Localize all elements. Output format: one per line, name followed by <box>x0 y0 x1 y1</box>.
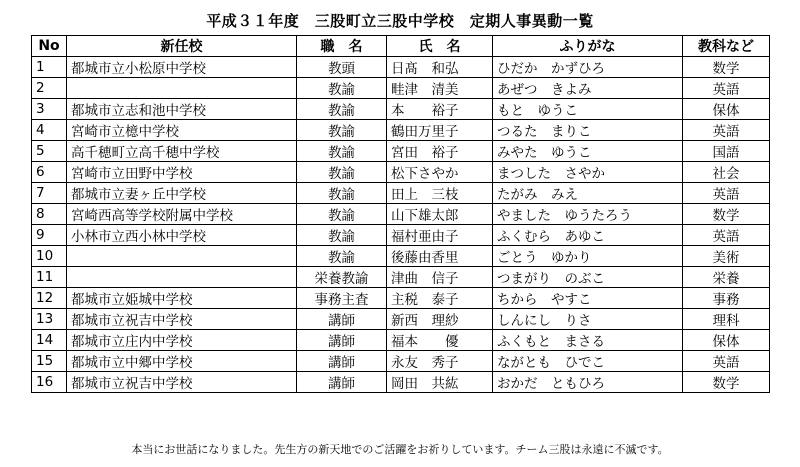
cell-name: 田上 三枝 <box>387 183 493 204</box>
cell-subject: 理科 <box>683 309 770 330</box>
cell-position: 講師 <box>297 330 387 351</box>
cell-furigana: しんにし りさ <box>493 309 683 330</box>
table-row <box>32 99 770 120</box>
cell-furigana: たがみ みえ <box>493 183 683 204</box>
cell-new-school: 都城市立中郷中学校 <box>67 351 297 372</box>
cell-position: 講師 <box>297 351 387 372</box>
cell-no: 12 <box>32 288 67 309</box>
cell-position: 教諭 <box>297 225 387 246</box>
cell-name: 福本 優 <box>387 330 493 351</box>
cell-name: 宮田 裕子 <box>387 141 493 162</box>
cell-subject: 英語 <box>683 225 770 246</box>
header-position: 職 名 <box>297 36 387 57</box>
cell-no: 13 <box>32 309 67 330</box>
cell-subject: 保体 <box>683 330 770 351</box>
table-row <box>32 330 770 351</box>
page-title: 平成３１年度 三股町立三股中学校 定期人事異動一覧 <box>206 12 594 30</box>
cell-new-school: 都城市立小松原中学校 <box>67 57 297 78</box>
cell-furigana: ごとう ゆかり <box>493 246 683 267</box>
cell-position: 教諭 <box>297 162 387 183</box>
cell-no: 15 <box>32 351 67 372</box>
cell-position: 教諭 <box>297 246 387 267</box>
cell-name: 岡田 共紘 <box>387 372 493 393</box>
cell-no: 9 <box>32 225 67 246</box>
table-row <box>32 288 770 309</box>
cell-furigana: やました ゆうたろう <box>493 204 683 225</box>
cell-position: 教諭 <box>297 120 387 141</box>
cell-furigana: つるた まりこ <box>493 120 683 141</box>
cell-subject: 英語 <box>683 120 770 141</box>
table-row <box>32 183 770 204</box>
cell-position: 教諭 <box>297 183 387 204</box>
cell-position: 事務主査 <box>297 288 387 309</box>
cell-position: 教諭 <box>297 78 387 99</box>
table-row <box>32 141 770 162</box>
cell-no: 14 <box>32 330 67 351</box>
table-row <box>32 309 770 330</box>
cell-name: 福村亜由子 <box>387 225 493 246</box>
cell-furigana: まつした さやか <box>493 162 683 183</box>
cell-name: 主税 泰子 <box>387 288 493 309</box>
table-row <box>32 225 770 246</box>
cell-subject: 国語 <box>683 141 770 162</box>
table-row <box>32 351 770 372</box>
cell-position: 教諭 <box>297 141 387 162</box>
cell-furigana: あぜつ きよみ <box>493 78 683 99</box>
cell-name: 永友 秀子 <box>387 351 493 372</box>
cell-subject: 数学 <box>683 57 770 78</box>
table-row <box>32 120 770 141</box>
cell-subject: 社会 <box>683 162 770 183</box>
cell-subject: 英語 <box>683 183 770 204</box>
header-subject: 教科など <box>683 36 770 57</box>
transfer-table <box>31 35 770 393</box>
cell-no: 16 <box>32 372 67 393</box>
header-new-school: 新任校 <box>67 36 297 57</box>
cell-no: 5 <box>32 141 67 162</box>
cell-name: 日髙 和弘 <box>387 57 493 78</box>
table-row <box>32 267 770 288</box>
table-row <box>32 372 770 393</box>
cell-subject: 事務 <box>683 288 770 309</box>
cell-no: 7 <box>32 183 67 204</box>
cell-new-school: 都城市立祝吉中学校 <box>67 372 297 393</box>
cell-new-school <box>67 78 297 99</box>
cell-name: 後藤由香里 <box>387 246 493 267</box>
cell-position: 教諭 <box>297 204 387 225</box>
cell-position: 教頭 <box>297 57 387 78</box>
cell-no: 1 <box>32 57 67 78</box>
cell-no: 2 <box>32 78 67 99</box>
cell-no: 11 <box>32 267 67 288</box>
cell-name: 畦津 清美 <box>387 78 493 99</box>
table-row <box>32 204 770 225</box>
cell-new-school: 都城市立庄内中学校 <box>67 330 297 351</box>
cell-no: 3 <box>32 99 67 120</box>
cell-no: 8 <box>32 204 67 225</box>
cell-new-school: 高千穂町立高千穂中学校 <box>67 141 297 162</box>
header-row <box>32 36 770 57</box>
cell-furigana: ふくむら あゆこ <box>493 225 683 246</box>
table-row <box>32 57 770 78</box>
cell-furigana: みやた ゆうこ <box>493 141 683 162</box>
cell-subject: 数学 <box>683 204 770 225</box>
table-row <box>32 246 770 267</box>
cell-name: 山下雄太郎 <box>387 204 493 225</box>
cell-furigana: ひだか かずひろ <box>493 57 683 78</box>
cell-new-school: 小林市立西小林中学校 <box>67 225 297 246</box>
cell-position: 講師 <box>297 309 387 330</box>
cell-new-school: 宮崎市立田野中学校 <box>67 162 297 183</box>
cell-new-school: 都城市立姫城中学校 <box>67 288 297 309</box>
cell-no: 10 <box>32 246 67 267</box>
cell-furigana: つまがり のぶこ <box>493 267 683 288</box>
cell-name: 新西 理紗 <box>387 309 493 330</box>
cell-position: 教諭 <box>297 99 387 120</box>
cell-new-school: 都城市立祝吉中学校 <box>67 309 297 330</box>
cell-new-school: 都城市立妻ヶ丘中学校 <box>67 183 297 204</box>
cell-subject: 数学 <box>683 372 770 393</box>
cell-subject: 保体 <box>683 99 770 120</box>
cell-furigana: ながとも ひでこ <box>493 351 683 372</box>
cell-name: 松下さやか <box>387 162 493 183</box>
cell-subject: 美術 <box>683 246 770 267</box>
cell-furigana: ふくもと まさる <box>493 330 683 351</box>
cell-position: 栄養教諭 <box>297 267 387 288</box>
cell-position: 講師 <box>297 372 387 393</box>
cell-new-school <box>67 246 297 267</box>
header-name: 氏 名 <box>387 36 493 57</box>
cell-new-school: 宮崎市立檍中学校 <box>67 120 297 141</box>
cell-no: 4 <box>32 120 67 141</box>
cell-name: 鶴田万里子 <box>387 120 493 141</box>
cell-no: 6 <box>32 162 67 183</box>
header-no: No <box>32 36 67 57</box>
table-row <box>32 78 770 99</box>
cell-new-school <box>67 267 297 288</box>
cell-subject: 栄養 <box>683 267 770 288</box>
cell-new-school: 都城市立志和池中学校 <box>67 99 297 120</box>
cell-name: 本 裕子 <box>387 99 493 120</box>
cell-subject: 英語 <box>683 351 770 372</box>
header-furigana: ふりがな <box>493 36 683 57</box>
cell-furigana: もと ゆうこ <box>493 99 683 120</box>
table-row <box>32 162 770 183</box>
cell-new-school: 宮崎西高等学校附属中学校 <box>67 204 297 225</box>
footer-message: 本当にお世話になりました。先生方の新天地でのご活躍をお祈りしています。チーム三股は永遠に不滅です。 <box>131 443 669 456</box>
cell-furigana: ちから やすこ <box>493 288 683 309</box>
cell-furigana: おかだ ともひろ <box>493 372 683 393</box>
cell-subject: 英語 <box>683 78 770 99</box>
cell-name: 津曲 信子 <box>387 267 493 288</box>
